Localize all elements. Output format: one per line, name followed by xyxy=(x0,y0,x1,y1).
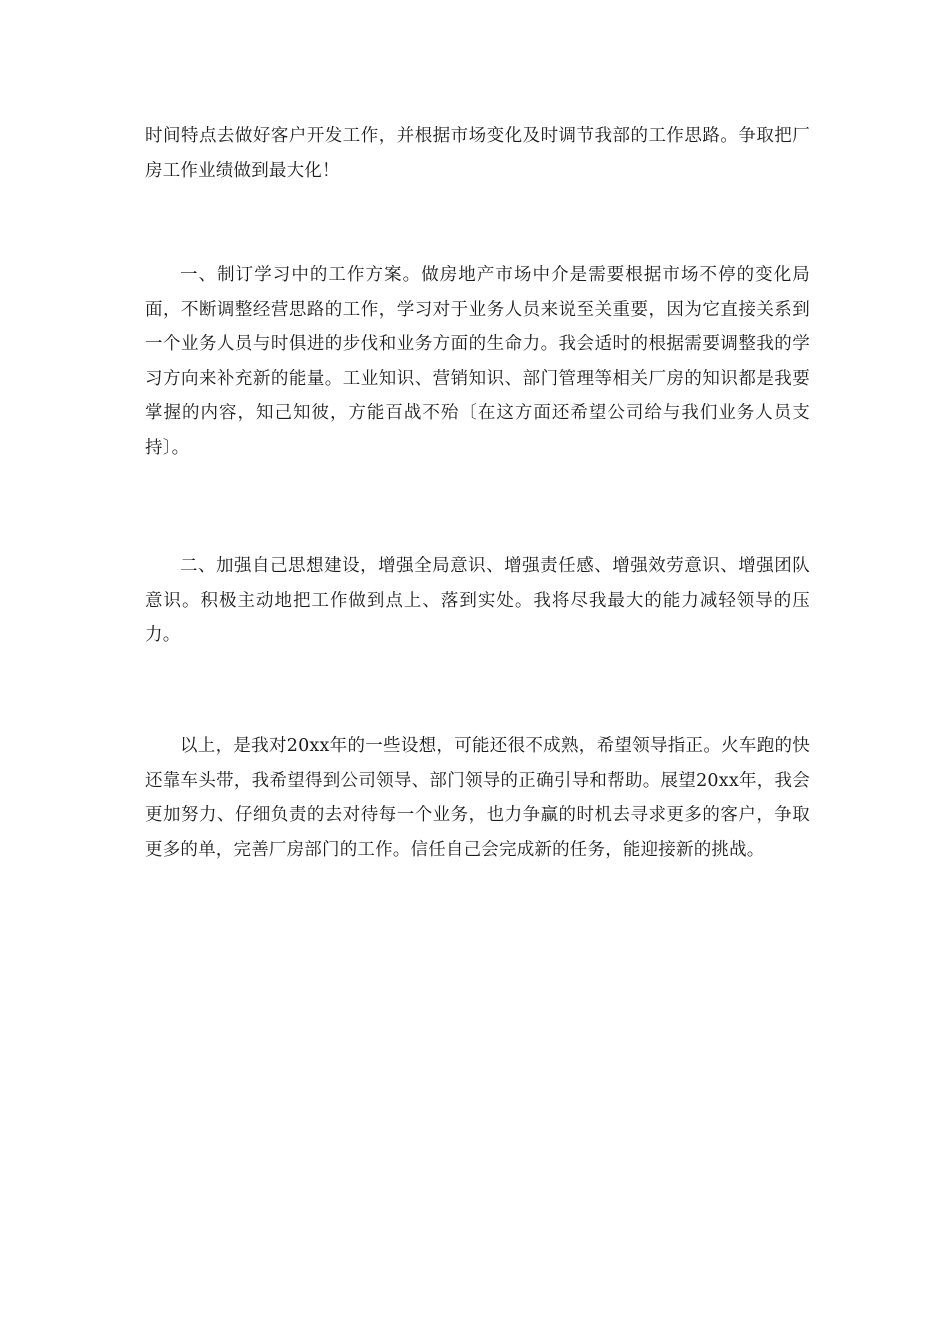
paragraph-self-improvement: 二、加强自己思想建设，增强全局意识、增强责任感、增强效劳意识、增强团队意识。积极主动地把工作做到点上、落到实处。我将尽我最大的能力减轻领导的压力。 xyxy=(145,556,810,646)
paragraph-learning-plan: 一、制订学习中的工作方案。做房地产市场中介是需要根据市场不停的变化局面，不断调整经营思路的工作，学习对于业务人员来说至关重要，因为它直接关系到一个业务人员与时俱进的步伐和业务方面的生命力。我会适时的根据需要调整我的学习方向来补充新的能量。工业知识、营销知识、部门管理等相关厂房的知识都是我要掌握的内容，知己知彼，方能百战不殆〔在这方面还希望公司给与我们业务人员支持〕。 xyxy=(145,265,810,458)
paragraph-continuation: 时间特点去做好客户开发工作，并根据市场变化及时调节我部的工作思路。争取把厂房工作业绩做到最大化！ xyxy=(145,126,810,181)
paragraph-conclusion: 以上，是我对20xx年的一些设想，可能还很不成熟，希望领导指正。火车跑的快还靠车头带，我希望得到公司领导、部门领导的正确引导和帮助。展望20xx年，我会更加努力、仔细负责的去对待每一个业务，也力争赢的时机去寻求更多的客户，争取更多的单，完善厂房部门的工作。信任自己会完成新的任务，能迎接新的挑战。 xyxy=(145,736,810,860)
